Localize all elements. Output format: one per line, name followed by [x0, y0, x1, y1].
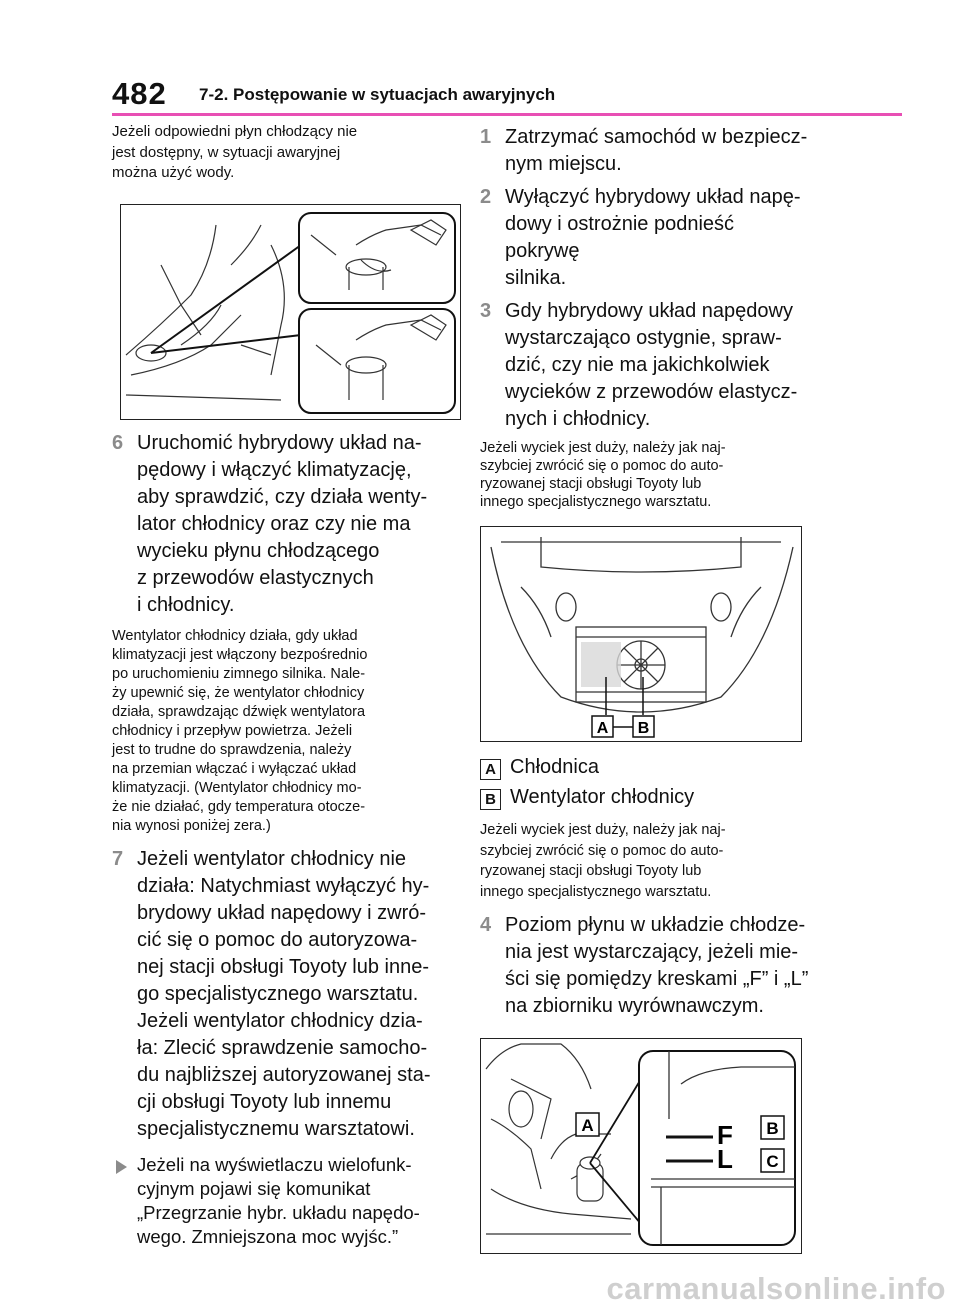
callout-b-label: B	[637, 720, 650, 737]
header-rule	[112, 113, 902, 116]
note-legend: Jeżeli wyciek jest duży, należy jak naj- szybciej zwrócić się o pomoc do auto- ryzowanej stacji obsługi Toyoty lub innego specjalistycznego warsztatu.	[480, 822, 726, 900]
legend-item-a	[480, 756, 810, 786]
section-title: 7-2. Postępowanie w sytuacjach awaryjnych	[199, 85, 556, 104]
coolant-reservoir-illustration	[481, 1039, 801, 1253]
step-2: 2 Wyłączyć hybrydowy układ napę- dowy i ostrożnie podnieść pokrywę silnika.	[480, 186, 801, 289]
left-column	[112, 122, 452, 1249]
radiator-fan-illustration	[481, 527, 801, 741]
step-number: 7	[112, 847, 124, 870]
arrow-item-message: Jeżeli na wyświetlaczu wielofunk- cyjnym pojawi się komunikat „Przegrzanie hybr. układu napędo- wego. Zmniejszona moc wyjśc.”	[112, 1153, 452, 1249]
watermark: carmanualsonline.info	[606, 1271, 946, 1306]
step-number: 1	[480, 126, 492, 148]
legend-badge-b: B	[480, 789, 501, 810]
callout-a-label: A	[581, 1116, 594, 1135]
callout-a-label: A	[596, 720, 609, 737]
level-f-label: F	[717, 1120, 733, 1150]
level-l-label: L	[717, 1144, 733, 1174]
step-number: 2	[480, 186, 492, 208]
callout-c-label: C	[766, 1152, 779, 1171]
step-number: 4	[480, 914, 492, 936]
step-1: 1 Zatrzymać samochód w bezpiecz- nym miejscu.	[480, 126, 808, 175]
step-6: 6 Uruchomić hybrydowy układ na- pędowy i włączyć klimatyzację, aby sprawdzić, czy działa wenty- lator chłodnicy oraz czy nie ma wycieku płynu chłodzącego z przewodów elastycznych i chłodnicy.	[112, 431, 428, 616]
intro-note: Jeżeli odpowiedni płyn chłodzący nie jest dostępny, w sytuacji awaryjnej można użyć wody.	[112, 123, 358, 181]
step-number: 3	[480, 300, 492, 322]
legend-item-b	[480, 786, 810, 816]
step-7: 7 Jeżeli wentylator chłodnicy nie działa: Natychmiast wyłączyć hy- brydowy układ napędowy i zwró- cić się o pomoc do autoryzowa- nej stacji obsługi Toyoty lub inne- go specjalistycznego warsztatu. Jeżeli wentylator chłodnicy dzia- ła: Zlecić sprawdzenie samocho- du najbliższej autoryzowanej sta- cji obsługi Toyoty lub innemu specjalistycznemu warsztatowi.	[112, 847, 431, 1140]
legend-badge-a: A	[480, 759, 501, 780]
legend-text-b: Wentylator chłodnicy	[510, 786, 695, 808]
coolant-refill-illustration	[121, 205, 460, 419]
step-4: 4 Poziom płynu w układzie chłodze- nia jest wystarczający, jeżeli mie- ści się pomiędzy kreskami „F” i „L” na zbiorniku wyrównawczym.	[480, 914, 809, 1017]
figure-coolant-reservoir	[480, 1038, 802, 1254]
step-number: 6	[112, 431, 124, 454]
figure-coolant-refill	[120, 204, 461, 420]
legend	[480, 756, 810, 816]
page-number: 482	[112, 76, 167, 111]
legend-text-a: Chłodnica	[510, 756, 599, 778]
arrow-right-icon	[116, 1160, 127, 1174]
figure-radiator-fan	[480, 526, 802, 742]
step-3: 3 Gdy hybrydowy układ napędowy wystarczająco ostygnie, spraw- dzić, czy nie ma jakichkolwiek wycieków z przewodów elastycz- nych i chłodnicy.	[480, 300, 798, 430]
callout-b-label: B	[766, 1119, 779, 1138]
page-header	[112, 74, 902, 114]
note-step-6: Wentylator chłodnicy działa, gdy układ klimatyzacji jest włączony bezpośrednio po uruchomieniu zimnego silnika. Nale- ży upewnić się, że wentylator chłodnicy działa, sprawdzając dźwięk wentylatora chłodnicy i przepływ powietrza. Jeżeli jest to trudne do sprawdzenia, należy na przemian włączać i wyłączać układ klimatyzacji. (Wentylator chłodnicy mo- że nie działać, gdy temperatura otocze- nia wynosi poniżej zera.)	[112, 627, 368, 834]
right-column	[480, 122, 810, 1254]
note-step-3: Jeżeli wyciek jest duży, należy jak naj- szybciej zwrócić się o pomoc do auto- ryzowanej stacji obsługi Toyoty lub innego specjalistycznego warsztatu.	[480, 440, 726, 510]
